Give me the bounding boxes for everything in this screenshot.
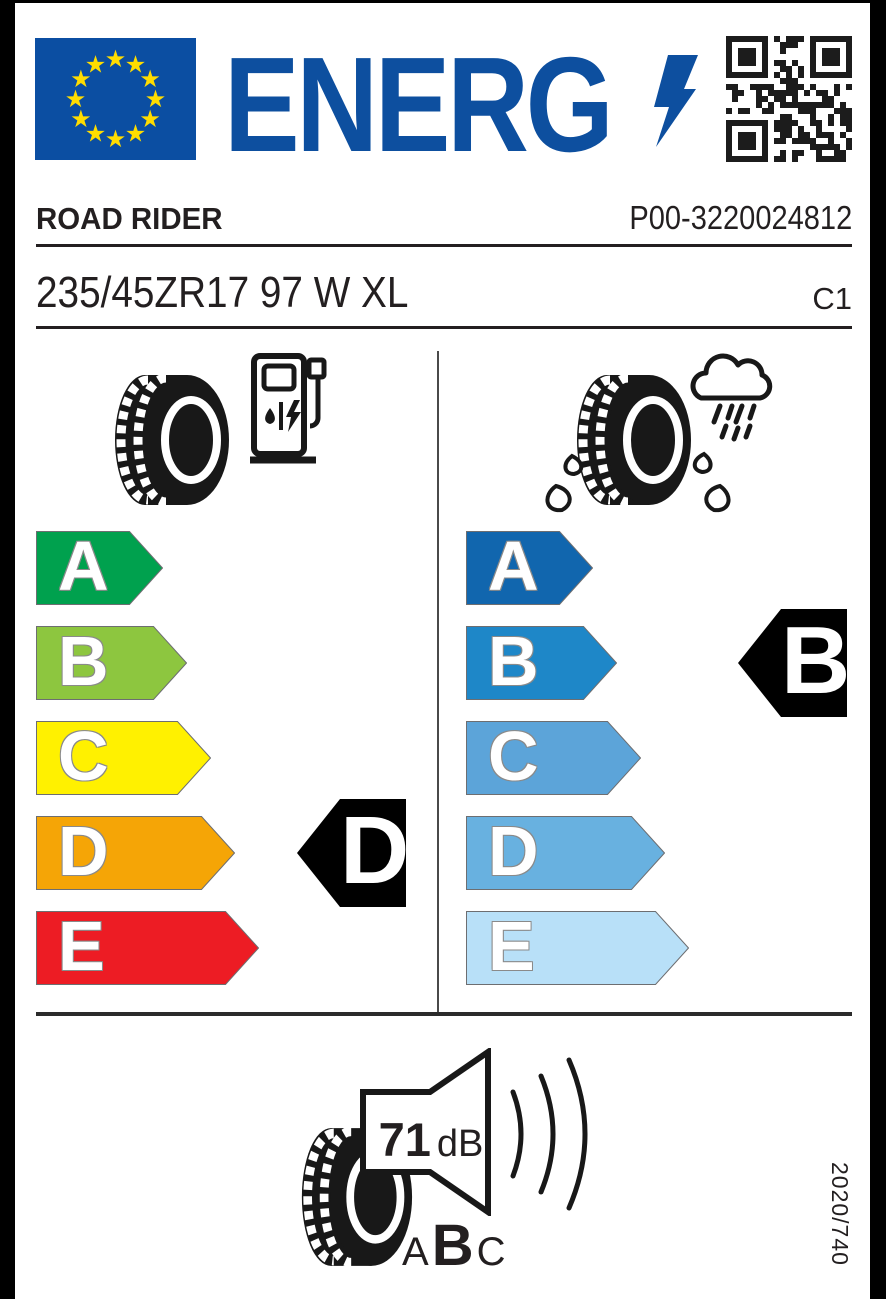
tyre-designation: 235/45ZR17 97 W XL xyxy=(36,268,409,317)
noise-db-unit: dB xyxy=(436,1123,484,1165)
product-code: P00-3220024812 xyxy=(629,199,852,236)
wet-grip-rating-letter: B xyxy=(781,607,851,715)
class-letter: B xyxy=(488,621,539,700)
fuel-class-arrow-c xyxy=(36,716,211,795)
noise-class-a: A xyxy=(402,1230,429,1274)
fuel-class-arrow-a xyxy=(36,526,163,605)
label-border-right xyxy=(870,0,886,1299)
wet-class-arrow-a xyxy=(466,526,593,605)
qr-code xyxy=(726,36,852,162)
noise-class-scale xyxy=(402,1212,505,1279)
svg-text:★: ★ xyxy=(124,120,147,148)
svg-text:★: ★ xyxy=(64,86,87,113)
fuel-tyre-icon xyxy=(110,373,232,507)
divider-line xyxy=(36,326,852,329)
regulation-number: 2020/740 xyxy=(827,1162,853,1266)
svg-text:★: ★ xyxy=(84,51,107,79)
fuel-rating-letter: D xyxy=(340,797,410,905)
svg-text:★: ★ xyxy=(104,46,127,73)
wet-class-arrow-b xyxy=(466,621,617,700)
fuel-class-arrow-e xyxy=(36,906,259,985)
wet-class-arrow-d xyxy=(466,811,665,890)
noise-db-number: 71 xyxy=(378,1113,431,1166)
label-border-top xyxy=(0,0,886,3)
svg-text:★: ★ xyxy=(139,66,161,93)
class-letter: E xyxy=(488,906,535,985)
column-divider xyxy=(437,351,439,1012)
wet-grip-rating-indicator xyxy=(738,607,851,718)
class-letter: D xyxy=(58,811,109,890)
noise-section-divider xyxy=(36,1012,852,1016)
water-splash-right-icon xyxy=(684,448,740,518)
class-letter: C xyxy=(58,716,109,795)
energy-bolt-icon xyxy=(648,55,700,147)
svg-text:★: ★ xyxy=(144,86,167,113)
noise-value xyxy=(370,1112,492,1167)
tyre-class: C1 xyxy=(812,281,852,316)
eu-flag-icon xyxy=(35,38,196,160)
rain-cloud-icon xyxy=(676,350,784,442)
class-letter: D xyxy=(488,811,539,890)
brand-name: ROAD RIDER xyxy=(36,201,223,236)
svg-text:★: ★ xyxy=(104,126,127,153)
class-letter: A xyxy=(488,526,539,605)
svg-text:★: ★ xyxy=(70,106,92,133)
class-letter: A xyxy=(58,526,109,605)
wet-class-arrow-c xyxy=(466,716,641,795)
label-border-left xyxy=(0,0,15,1299)
fuel-pump-icon xyxy=(248,350,328,465)
sound-waves-icon xyxy=(505,1052,605,1217)
svg-text:★: ★ xyxy=(139,106,161,133)
fuel-rating-indicator xyxy=(297,797,410,908)
class-letter: C xyxy=(488,716,539,795)
fuel-class-arrow-b xyxy=(36,621,187,700)
svg-text:★: ★ xyxy=(70,66,92,93)
water-splash-left-icon xyxy=(538,452,590,518)
svg-text:★: ★ xyxy=(84,120,107,148)
noise-class-b: B xyxy=(431,1213,474,1278)
energ-logo-text: ENERG xyxy=(224,29,611,180)
noise-class-c: C xyxy=(476,1230,506,1274)
divider-line xyxy=(36,244,852,247)
class-letter: B xyxy=(58,621,109,700)
wet-class-arrow-e xyxy=(466,906,689,985)
svg-text:★: ★ xyxy=(124,51,147,79)
fuel-class-arrow-d xyxy=(36,811,235,890)
class-letter: E xyxy=(58,906,105,985)
